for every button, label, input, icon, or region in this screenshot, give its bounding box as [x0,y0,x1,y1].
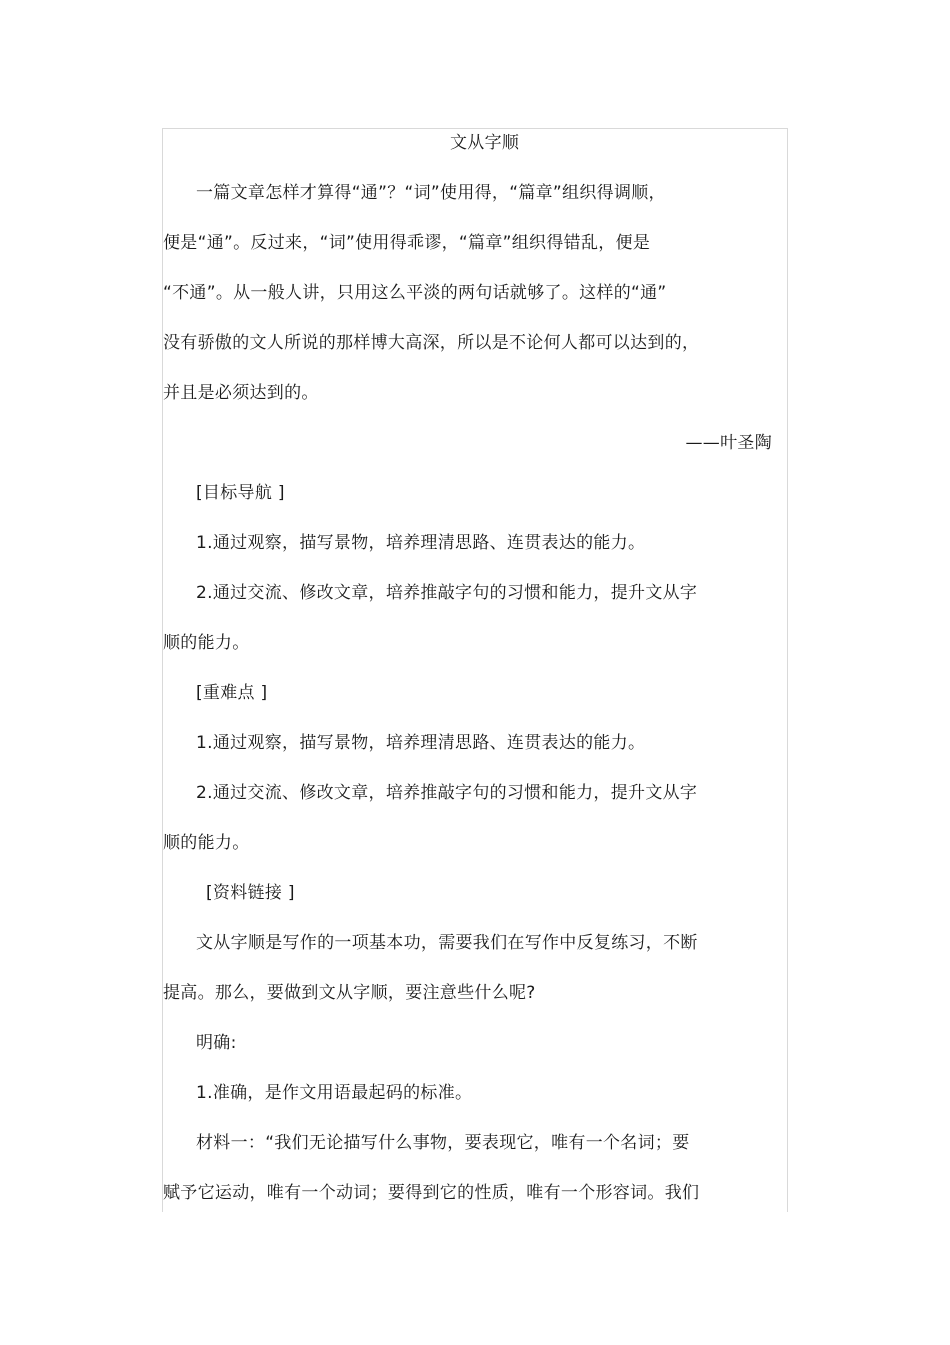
intro-line-4: 没有骄傲的文人所说的那样博大高深，所以是不论何人都可以达到的， [163,333,700,353]
intro-line-5: 并且是必须达到的。 [163,383,319,403]
clarify-label: 明确: [196,1033,237,1053]
reference-paragraph: 文从字顺是写作的一项基本功，需要我们在写作中反复练习，不断 [196,933,698,953]
goal-item-1: 1.通过观察，描写景物，培养理清思路、连贯表达的能力。 [196,533,646,553]
goal-item-2-continued: 顺的能力。 [163,633,250,653]
goal-item-2: 2.通过交流、修改文章，培养推敲字句的习惯和能力，提升文从字 [196,583,698,603]
key-points-heading: [重难点 ] [196,683,268,703]
intro-line-3: “不通”。从一般人讲，只用这么平淡的两句话就够了。这样的“通” [163,283,667,303]
intro-line-1: 一篇文章怎样才算得“通”？“词”使用得，“篇章”组织得调顺， [196,183,666,203]
goal-heading: [目标导航 ] [196,483,285,503]
reference-heading: [资料链接 ] [206,883,295,903]
reference-paragraph-continued: 提高。那么，要做到文从字顺，要注意些什么呢? [163,983,536,1003]
material-1: 材料一：“我们无论描写什么事物，要表现它，唯有一个名词；要 [196,1133,690,1153]
key-point-1: 1.通过观察，描写景物，培养理清思路、连贯表达的能力。 [196,733,646,753]
document-title: 文从字顺 [450,133,520,153]
intro-line-2: 便是“通”。反过来，“词”使用得乖谬，“篇章”组织得错乱，便是 [163,233,651,253]
key-point-2-continued: 顺的能力。 [163,833,250,853]
author-attribution: ——叶圣陶 [685,433,772,453]
key-point-2: 2.通过交流、修改文章，培养推敲字句的习惯和能力，提升文从字 [196,783,698,803]
material-1-continued: 赋予它运动，唯有一个动词；要得到它的性质，唯有一个形容词。我们 [163,1183,700,1203]
point-1: 1.准确，是作文用语最起码的标准。 [196,1083,473,1103]
